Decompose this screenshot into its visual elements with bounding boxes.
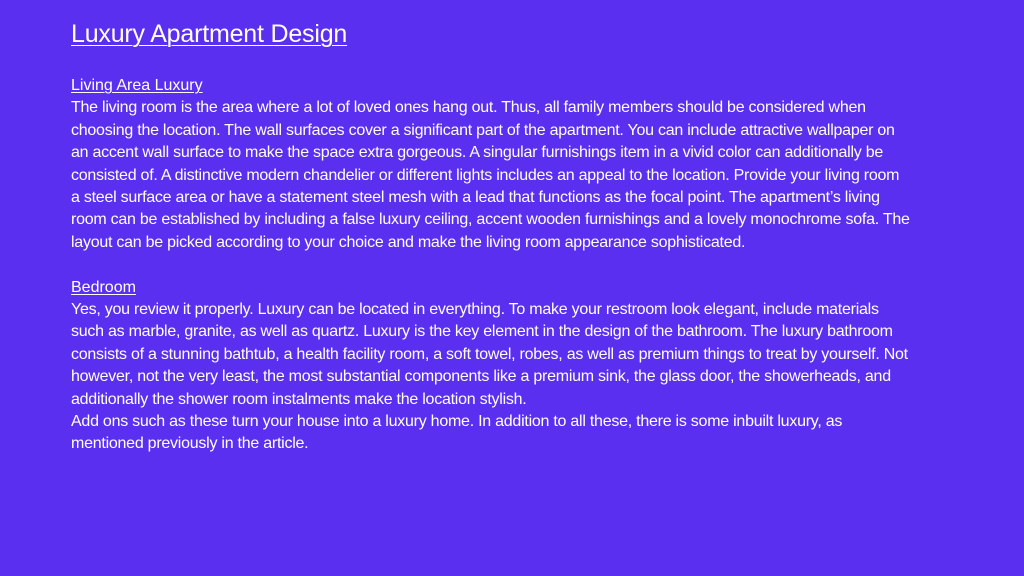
section-heading-living-area: Living Area Luxury bbox=[71, 77, 203, 94]
section-spacer bbox=[71, 254, 911, 276]
page-title: Luxury Apartment Design bbox=[71, 20, 348, 48]
slide-content bbox=[71, 18, 911, 456]
paragraph-living-area: The living room is the area where a lot of loved ones hang out. Thus, all family members should be considered when choosing the location. The wall surfaces cover a significant part of the apartment. You can include attractive wallpaper on an accent wall surface to make the space extra gorgeous. A singular furnishings item in a vivid color can additionally be consisted of. A distinctive modern chandelier or different lights includes an appeal to the location. Provide your living room a steel surface area or have a statement steel mesh with a lead that functions as the focal point. The apartment’s living room can be established by including a false luxury ceiling, accent wooden furnishings and a lovely monochrome sofa. The layout can be picked according to your choice and make the living room appearance sophisticated. bbox=[71, 99, 910, 251]
section-living-area bbox=[71, 75, 911, 254]
section-bedroom bbox=[71, 277, 911, 456]
paragraph-bedroom-1: Yes, you review it properly. Luxury can be located in everything. To make your restroom look elegant, include materials such as marble, granite, as well as quartz. Luxury is the key element in the design of the bathroom. The luxury bathroom consists of a stunning bathtub, a health facility room, a soft towel, robes, as well as premium things to treat by yourself. Not however, not the very least, the most substantial components like a premium sink, the glass door, the showerheads, and additionally the shower room instalments make the location stylish. bbox=[71, 301, 908, 408]
paragraph-bedroom-2: Add ons such as these turn your house into a luxury home. In addition to all these, there is some inbuilt luxury, as mentioned previously in the article. bbox=[71, 413, 843, 453]
section-heading-bedroom: Bedroom bbox=[71, 278, 136, 296]
